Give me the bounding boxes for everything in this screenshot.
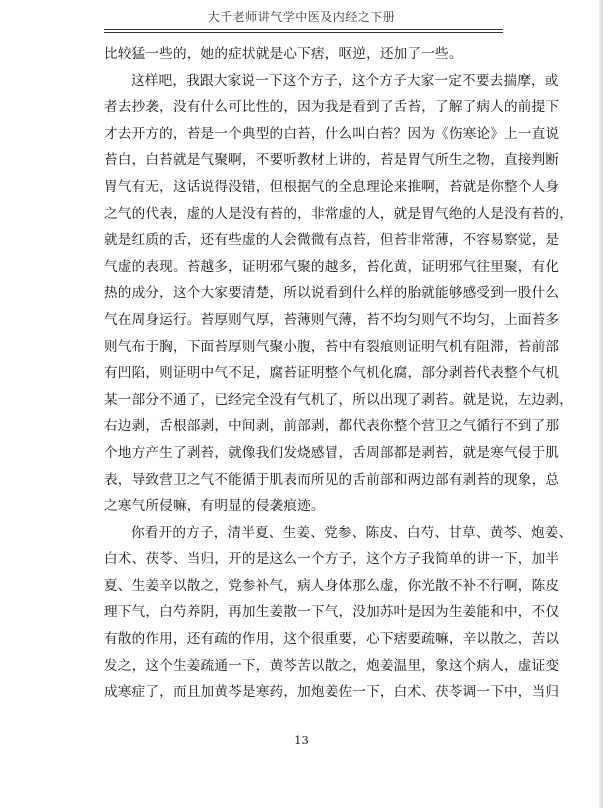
text-line: 之寒气所侵嘛，有明显的侵袭痕迹。 xyxy=(104,498,325,515)
text-line: 者去抄袭，没有什么可比性的，因为我是看到了舌苔，了解了病人的前提下 xyxy=(104,99,560,116)
text-line: 理下气，白芍养阴，再加生姜散一下气，没加苏叶是因为生姜能和中，不仅 xyxy=(104,604,560,621)
page-number: 13 xyxy=(294,733,309,747)
text-line: 则气布于胸，下面苔厚则气聚小腹，苔中有裂痕则证明气机有阻滞，苔前部 xyxy=(104,338,560,355)
text-line: 发之，这个生姜疏通一下，黄芩苦以散之，炮姜温里，象这个病人，虚证变 xyxy=(104,657,560,674)
text-line: 表，导致营卫之气不能循于肌表而所见的舌前部和两边部有剥苔的现象，总 xyxy=(104,471,560,488)
text-line: 比较猛一些的，她的症状就是心下痞，呕逆，还加了一些。 xyxy=(104,46,463,62)
text-line: 夏、生姜辛以散之，党参补气，病人身体那么虚，你光散不补不行啊，陈皮 xyxy=(104,577,560,594)
page-edge-shadow xyxy=(599,0,603,808)
text-line: 个地方产生了剥苔，就像我们发烧感冒，舌周部都是剥苔，就是寒气侵于肌 xyxy=(104,444,560,461)
text-line: 你看开的方子，清半夏、生姜、党参、陈皮、白芍、甘草、黄芩、炮姜、 xyxy=(131,524,573,541)
text-line: 这样吧，我跟大家说一下这个方子，这个方子大家一定不要去揣摩，或 xyxy=(131,72,559,89)
text-line: 气在周身运行。苔厚则气厚，苔薄则气薄，苔不均匀则气不均匀，上面苔多 xyxy=(104,311,560,328)
body-text xyxy=(104,41,573,706)
text-line: 有凹陷，则证明中气不足，腐苔证明整个气机化腐，部分剥苔代表整个气机 xyxy=(104,365,560,382)
text-line: 有散的作用，还有疏的作用，这个很重要，心下痞要疏嘛，辛以散之，苦以 xyxy=(104,631,560,648)
text-line: 才去开方的，苔是一个典型的白苔，什么叫白苔？因为《伤寒论》上一直说 xyxy=(104,125,560,142)
running-header: 大千老师讲气学中医及内经之下册 xyxy=(207,10,396,24)
text-line: 白术、茯苓、当归，开的是这么一个方子，这个方子我简单的讲一下，加半 xyxy=(104,551,560,568)
header-rule xyxy=(104,29,503,30)
header-rule-double xyxy=(104,32,503,33)
text-line: 某一部分不通了，已经完全没有气机了，所以出现了剥苔。就是说，左边剥， xyxy=(104,391,573,408)
text-line: 气虚的表现。苔越多，证明邪气聚的越多，苔化黄，证明邪气往里聚，有化 xyxy=(104,258,560,275)
text-line: 成寒症了，而且加黄芩是寒药，加炮姜佐一下，白术、茯苓调一下中，当归 xyxy=(104,684,560,701)
text-line: 苔白，白苔就是气聚啊，不要听教材上讲的，苔是胃气所生之物，直接判断 xyxy=(104,152,560,169)
text-line: 之气的代表，虚的人是没有苔的，非常虚的人，就是胃气绝的人是没有苔的， xyxy=(104,205,573,222)
text-line: 就是红质的舌，还有些虚的人会微微有点苔，但苔非常薄，不容易察觉，是 xyxy=(104,232,560,249)
text-line: 热的成分，这个大家要清楚，所以说看到什么样的胎就能够感受到一股什么 xyxy=(104,285,560,302)
text-line: 胃气有无，这话说得没错，但根据气的全息理论来推啊，苔就是你整个人身 xyxy=(104,178,560,195)
text-line: 右边剥，舌根部剥，中间剥，前部剥，都代表你整个营卫之气循行不到了那 xyxy=(104,418,560,435)
